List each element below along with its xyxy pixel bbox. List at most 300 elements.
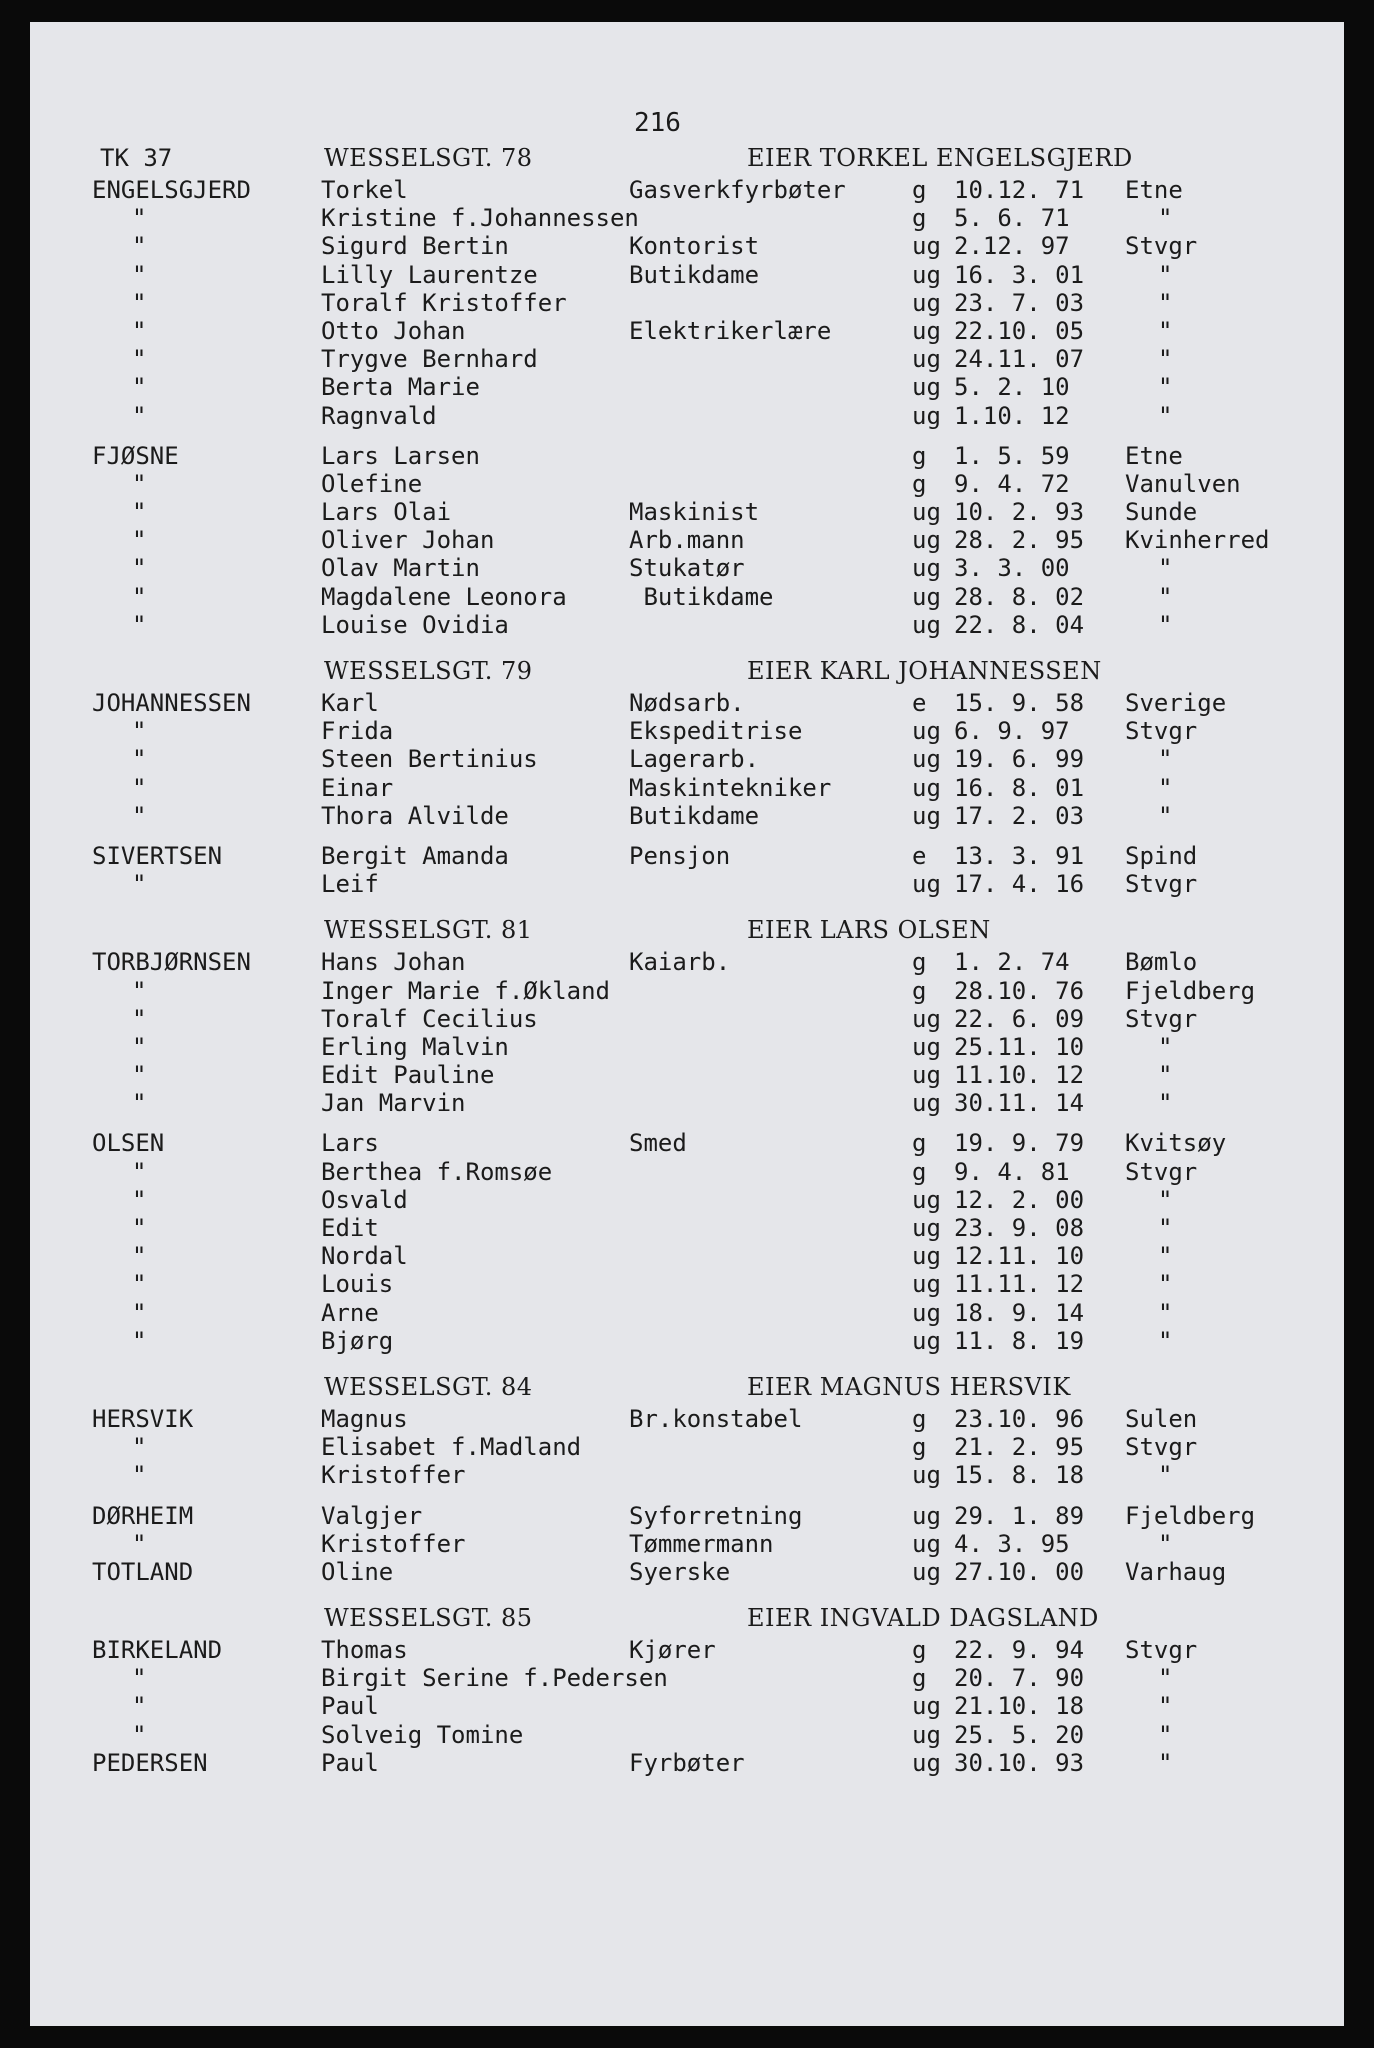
- marital-status: g: [912, 948, 927, 977]
- birthplace: Stvgr: [1125, 1004, 1198, 1033]
- birth-date: 25. 5. 20: [954, 1720, 1085, 1749]
- person-record: [92, 1005, 1292, 1033]
- person-record: [92, 1502, 1292, 1530]
- birth-date: 28. 2. 95: [954, 526, 1085, 555]
- surname: ": [132, 401, 147, 430]
- given-name: Arne: [321, 1298, 379, 1327]
- street-address: WESSELSGT. 79: [324, 657, 533, 685]
- person-record: [92, 1636, 1292, 1664]
- person-record: [92, 402, 1292, 430]
- marital-status: ug: [912, 1692, 941, 1721]
- birth-date: 27.10. 00: [954, 1557, 1085, 1586]
- birth-date: 9. 4. 72: [954, 469, 1070, 498]
- birthplace: ": [1158, 554, 1173, 583]
- given-name: Einar: [321, 773, 394, 802]
- property-owner: EIER MAGNUS HERSVIK: [747, 1372, 1071, 1401]
- birth-date: 16. 3. 01: [954, 260, 1085, 289]
- person-record: [92, 689, 1292, 717]
- birth-date: 22. 6. 09: [954, 1004, 1085, 1033]
- surname: ": [132, 345, 147, 374]
- birthplace: Fjeldberg: [1125, 976, 1256, 1005]
- person-record: [92, 470, 1292, 498]
- given-name: Toralf Kristoffer: [321, 288, 567, 317]
- given-name: Toralf Cecilius: [321, 1004, 538, 1033]
- person-record: [92, 1327, 1292, 1355]
- document-page: [30, 22, 1344, 2026]
- birth-date: 11. 8. 19: [954, 1326, 1085, 1355]
- birthplace: ": [1158, 773, 1173, 802]
- occupation: Ekspeditrise: [629, 717, 803, 746]
- birthplace: ": [1158, 1214, 1173, 1242]
- given-name: Bjørg: [321, 1326, 394, 1355]
- birthplace: Vanulven: [1125, 469, 1241, 498]
- surname: ": [132, 1185, 147, 1214]
- given-name: Kristine f.Johannessen: [321, 204, 639, 233]
- birth-date: 20. 7. 90: [954, 1664, 1085, 1693]
- birthplace: ": [1158, 1720, 1173, 1749]
- birthplace: ": [1158, 373, 1173, 402]
- occupation: Maskinist: [629, 498, 760, 527]
- occupation: Kjører: [629, 1636, 716, 1665]
- marital-status: ug: [912, 610, 941, 639]
- given-name: Olav Martin: [321, 554, 480, 583]
- marital-status: ug: [912, 498, 941, 527]
- street-address: WESSELSGT. 84: [324, 1372, 533, 1401]
- birthplace: Stvgr: [1125, 1636, 1198, 1665]
- surname: ": [132, 1242, 147, 1271]
- marital-status: ug: [912, 288, 941, 317]
- marital-status: ug: [912, 773, 941, 802]
- birth-date: 11.10. 12: [954, 1061, 1085, 1090]
- birth-date: 15. 8. 18: [954, 1461, 1085, 1490]
- occupation: Arb.mann: [629, 526, 745, 555]
- occupation: Butikdame: [629, 801, 760, 830]
- birthplace: ": [1158, 610, 1173, 639]
- birth-date: 16. 8. 01: [954, 773, 1085, 802]
- birthplace: Etne: [1125, 176, 1183, 204]
- surname: ": [132, 498, 147, 527]
- birthplace: Varhaug: [1125, 1557, 1227, 1586]
- surname: TORBJØRNSEN: [92, 948, 251, 977]
- marital-status: g: [912, 176, 927, 204]
- birth-date: 17. 4. 16: [954, 870, 1085, 899]
- birth-date: 21. 2. 95: [954, 1433, 1085, 1462]
- birth-date: 28.10. 76: [954, 976, 1085, 1005]
- occupation: Nødsarb.: [629, 689, 745, 717]
- given-name: Lars: [321, 1129, 379, 1158]
- person-record: [92, 1664, 1292, 1692]
- surname: ": [132, 1089, 147, 1118]
- person-record: [92, 1721, 1292, 1749]
- given-name: Magdalene Leonora: [321, 582, 567, 611]
- street-header: [92, 140, 1292, 176]
- birth-date: 12.11. 10: [954, 1242, 1085, 1271]
- occupation: Kaiarb.: [629, 948, 731, 977]
- surname: ": [132, 1720, 147, 1749]
- given-name: Leif: [321, 870, 379, 899]
- occupation: Fyrbøter: [629, 1748, 745, 1777]
- marital-status: g: [912, 441, 927, 470]
- occupation: Stukatør: [629, 554, 745, 583]
- birthplace: ": [1158, 345, 1173, 374]
- marital-status: ug: [912, 232, 941, 261]
- birthplace: ": [1158, 1270, 1173, 1299]
- birth-date: 3. 3. 00: [954, 554, 1070, 583]
- birthplace: Stvgr: [1125, 1157, 1198, 1186]
- marital-status: g: [912, 1433, 927, 1462]
- surname: ": [132, 1692, 147, 1721]
- person-record: [92, 176, 1292, 204]
- birthplace: Spind: [1125, 841, 1198, 870]
- person-record: [92, 261, 1292, 289]
- marital-status: ug: [912, 373, 941, 402]
- surname: ": [132, 1157, 147, 1186]
- person-record: [92, 526, 1292, 554]
- marital-status: ug: [912, 745, 941, 774]
- marital-status: ug: [912, 870, 941, 899]
- birthplace: ": [1158, 1748, 1173, 1777]
- given-name: Olefine: [321, 469, 423, 498]
- person-record: [92, 1242, 1292, 1270]
- person-record: [92, 1270, 1292, 1298]
- birth-date: 6. 9. 97: [954, 717, 1070, 746]
- marital-status: ug: [912, 526, 941, 555]
- birthplace: ": [1158, 1692, 1173, 1721]
- surname: ": [132, 1270, 147, 1299]
- birthplace: ": [1158, 1461, 1173, 1490]
- marital-status: ug: [912, 801, 941, 830]
- person-record: [92, 232, 1292, 260]
- person-record: [92, 1749, 1292, 1777]
- given-name: Louis: [321, 1270, 394, 1299]
- surname: HERSVIK: [92, 1404, 194, 1433]
- birthplace: ": [1158, 1529, 1173, 1558]
- birth-date: 2.12. 97: [954, 232, 1070, 261]
- birth-date: 25.11. 10: [954, 1032, 1085, 1061]
- marital-status: ug: [912, 1298, 941, 1327]
- birth-date: 28. 8. 02: [954, 582, 1085, 611]
- birth-date: 23. 9. 08: [954, 1214, 1085, 1242]
- birthplace: ": [1158, 1032, 1173, 1061]
- birth-date: 17. 2. 03: [954, 801, 1085, 830]
- given-name: Louise Ovidia: [321, 610, 509, 639]
- surname: PEDERSEN: [92, 1748, 208, 1777]
- birth-date: 19. 6. 99: [954, 745, 1085, 774]
- person-record: [92, 1692, 1292, 1720]
- person-record: [92, 1558, 1292, 1586]
- person-record: [92, 1033, 1292, 1061]
- property-owner: EIER INGVALD DAGSLAND: [747, 1604, 1099, 1633]
- occupation: Gasverkfyrbøter: [629, 176, 846, 204]
- birth-date: 11.11. 12: [954, 1270, 1085, 1299]
- birth-date: 22.10. 05: [954, 316, 1085, 345]
- marital-status: ug: [912, 1529, 941, 1558]
- given-name: Berthea f.Romsøe: [321, 1157, 553, 1186]
- birth-date: 19. 9. 79: [954, 1129, 1085, 1158]
- property-ref: TK 37: [100, 144, 173, 172]
- given-name: Thora Alvilde: [321, 801, 509, 830]
- given-name: Bergit Amanda: [321, 841, 509, 870]
- birthplace: ": [1158, 401, 1173, 430]
- given-name: Kristoffer: [321, 1461, 466, 1490]
- occupation: Maskintekniker: [629, 773, 832, 802]
- birth-date: 10.12. 71: [954, 176, 1085, 204]
- birthplace: ": [1158, 288, 1173, 317]
- birthplace: ": [1158, 1185, 1173, 1214]
- birthplace: ": [1158, 1061, 1173, 1090]
- surname: ": [132, 1326, 147, 1355]
- given-name: Thomas: [321, 1636, 408, 1665]
- marital-status: g: [912, 1636, 927, 1665]
- marital-status: e: [912, 841, 927, 870]
- birthplace: Sunde: [1125, 498, 1198, 527]
- given-name: Trygve Bernhard: [321, 345, 538, 374]
- street-address: WESSELSGT. 78: [324, 144, 533, 172]
- street-header: [92, 1600, 1292, 1636]
- given-name: Magnus: [321, 1404, 408, 1433]
- birth-date: 22. 8. 04: [954, 610, 1085, 639]
- census-register: [92, 134, 1292, 1777]
- given-name: Birgit Serine f.Pedersen: [321, 1664, 668, 1693]
- street-address: WESSELSGT. 85: [324, 1604, 533, 1633]
- surname: ": [132, 1664, 147, 1693]
- given-name: Berta Marie: [321, 373, 480, 402]
- marital-status: e: [912, 689, 927, 717]
- surname: ": [132, 260, 147, 289]
- surname: ": [132, 316, 147, 345]
- birth-date: 4. 3. 95: [954, 1529, 1070, 1558]
- birthplace: ": [1158, 801, 1173, 830]
- occupation: Pensjon: [629, 841, 731, 870]
- birth-date: 23. 7. 03: [954, 288, 1085, 317]
- birth-date: 30.10. 93: [954, 1748, 1085, 1777]
- birthplace: ": [1158, 1664, 1173, 1693]
- person-record: [92, 1186, 1292, 1214]
- given-name: Oliver Johan: [321, 526, 495, 555]
- given-name: Edit: [321, 1214, 379, 1242]
- surname: ENGELSGJERD: [92, 176, 251, 204]
- street-header: [92, 912, 1292, 948]
- marital-status: ug: [912, 316, 941, 345]
- marital-status: g: [912, 1157, 927, 1186]
- birth-date: 18. 9. 14: [954, 1298, 1085, 1327]
- surname: ": [132, 1461, 147, 1490]
- marital-status: ug: [912, 260, 941, 289]
- surname: ": [132, 1529, 147, 1558]
- given-name: Otto Johan: [321, 316, 466, 345]
- marital-status: g: [912, 1664, 927, 1693]
- occupation: Lagerarb.: [629, 745, 760, 774]
- birth-date: 1. 5. 59: [954, 441, 1070, 470]
- person-record: [92, 870, 1292, 898]
- birth-date: 21.10. 18: [954, 1692, 1085, 1721]
- birth-date: 5. 6. 71: [954, 204, 1070, 233]
- person-record: [92, 1214, 1292, 1242]
- birthplace: ": [1158, 204, 1173, 233]
- birth-date: 29. 1. 89: [954, 1501, 1085, 1530]
- surname: OLSEN: [92, 1129, 165, 1158]
- surname: ": [132, 1433, 147, 1462]
- person-record: [92, 373, 1292, 401]
- given-name: Sigurd Bertin: [321, 232, 509, 261]
- marital-status: g: [912, 1129, 927, 1158]
- person-record: [92, 1158, 1292, 1186]
- surname: ": [132, 582, 147, 611]
- birth-date: 1.10. 12: [954, 401, 1070, 430]
- person-record: [92, 204, 1292, 232]
- birth-date: 1. 2. 74: [954, 948, 1070, 977]
- given-name: Kristoffer: [321, 1529, 466, 1558]
- given-name: Valgjer: [321, 1501, 423, 1530]
- marital-status: ug: [912, 554, 941, 583]
- birthplace: Bømlo: [1125, 948, 1198, 977]
- birth-date: 15. 9. 58: [954, 689, 1085, 717]
- birthplace: ": [1158, 1298, 1173, 1327]
- occupation: Smed: [629, 1129, 687, 1158]
- street-address: WESSELSGT. 81: [324, 916, 533, 945]
- marital-status: ug: [912, 1061, 941, 1090]
- person-record: [92, 317, 1292, 345]
- birthplace: ": [1158, 582, 1173, 611]
- surname: ": [132, 870, 147, 899]
- person-record: [92, 1299, 1292, 1327]
- birth-date: 13. 3. 91: [954, 841, 1085, 870]
- marital-status: g: [912, 469, 927, 498]
- person-record: [92, 289, 1292, 317]
- surname: ": [132, 1061, 147, 1090]
- birthplace: Stvgr: [1125, 1433, 1198, 1462]
- surname: ": [132, 373, 147, 402]
- surname: DØRHEIM: [92, 1501, 194, 1530]
- surname: JOHANNESSEN: [92, 689, 251, 717]
- surname: ": [132, 610, 147, 639]
- person-record: [92, 1405, 1292, 1433]
- occupation: Syforretning: [629, 1501, 803, 1530]
- marital-status: ug: [912, 1242, 941, 1271]
- birthplace: Etne: [1125, 441, 1183, 470]
- occupation: Butikdame: [629, 582, 774, 611]
- marital-status: ug: [912, 1557, 941, 1586]
- birthplace: Kvitsøy: [1125, 1129, 1227, 1158]
- marital-status: ug: [912, 1326, 941, 1355]
- person-record: [92, 583, 1292, 611]
- given-name: Jan Marvin: [321, 1089, 466, 1118]
- birthplace: ": [1158, 1326, 1173, 1355]
- property-owner: EIER TORKEL ENGELSGJERD: [747, 144, 1133, 172]
- marital-status: ug: [912, 1270, 941, 1299]
- surname: ": [132, 1032, 147, 1061]
- birthplace: Fjeldberg: [1125, 1501, 1256, 1530]
- given-name: Torkel: [321, 176, 408, 204]
- birthplace: ": [1158, 745, 1173, 774]
- person-record: [92, 1089, 1292, 1117]
- surname: ": [132, 1214, 147, 1242]
- surname: SIVERTSEN: [92, 841, 223, 870]
- marital-status: ug: [912, 1185, 941, 1214]
- person-record: [92, 345, 1292, 373]
- birth-date: 23.10. 96: [954, 1404, 1085, 1433]
- birthplace: Stvgr: [1125, 232, 1198, 261]
- marital-status: ug: [912, 1214, 941, 1242]
- birthplace: ": [1158, 316, 1173, 345]
- person-record: [92, 802, 1292, 830]
- birthplace: ": [1158, 1242, 1173, 1271]
- marital-status: ug: [912, 1501, 941, 1530]
- surname: TOTLAND: [92, 1557, 194, 1586]
- surname: ": [132, 801, 147, 830]
- birthplace: Stvgr: [1125, 717, 1198, 746]
- birthplace: ": [1158, 1089, 1173, 1118]
- occupation: Butikdame: [629, 260, 760, 289]
- given-name: Lars Larsen: [321, 441, 480, 470]
- marital-status: ug: [912, 1089, 941, 1118]
- occupation: Tømmermann: [629, 1529, 774, 1558]
- surname: ": [132, 717, 147, 746]
- occupation: Br.konstabel: [629, 1404, 803, 1433]
- marital-status: ug: [912, 717, 941, 746]
- surname: ": [132, 554, 147, 583]
- given-name: Steen Bertinius: [321, 745, 538, 774]
- birth-date: 10. 2. 93: [954, 498, 1085, 527]
- birthplace: ": [1158, 260, 1173, 289]
- surname: ": [132, 1298, 147, 1327]
- marital-status: g: [912, 976, 927, 1005]
- person-record: [92, 745, 1292, 773]
- given-name: Paul: [321, 1748, 379, 1777]
- person-record: [92, 498, 1292, 526]
- marital-status: ug: [912, 1032, 941, 1061]
- person-record: [92, 977, 1292, 1005]
- person-record: [92, 774, 1292, 802]
- birth-date: 30.11. 14: [954, 1089, 1085, 1118]
- given-name: Lars Olai: [321, 498, 452, 527]
- given-name: Oline: [321, 1557, 394, 1586]
- birth-date: 24.11. 07: [954, 345, 1085, 374]
- person-record: [92, 611, 1292, 639]
- birthplace: Kvinherred: [1125, 526, 1270, 555]
- person-record: [92, 554, 1292, 582]
- marital-status: ug: [912, 1748, 941, 1777]
- street-header: [92, 653, 1292, 689]
- surname: ": [132, 745, 147, 774]
- surname: ": [132, 288, 147, 317]
- person-record: [92, 1061, 1292, 1089]
- birthplace: Sverige: [1125, 689, 1227, 717]
- person-record: [92, 1461, 1292, 1489]
- person-record: [92, 717, 1292, 745]
- marital-status: ug: [912, 401, 941, 430]
- given-name: Hans Johan: [321, 948, 466, 977]
- occupation: Kontorist: [629, 232, 760, 261]
- surname: ": [132, 1004, 147, 1033]
- surname: BIRKELAND: [92, 1636, 223, 1665]
- birthplace: Sulen: [1125, 1404, 1198, 1433]
- property-owner: EIER LARS OLSEN: [747, 916, 991, 945]
- person-record: [92, 1433, 1292, 1461]
- street-header: [92, 1369, 1292, 1405]
- given-name: Elisabet f.Madland: [321, 1433, 582, 1462]
- given-name: Osvald: [321, 1185, 408, 1214]
- birth-date: 5. 2. 10: [954, 373, 1070, 402]
- marital-status: ug: [912, 582, 941, 611]
- surname: ": [132, 469, 147, 498]
- person-record: [92, 948, 1292, 976]
- given-name: Edit Pauline: [321, 1061, 495, 1090]
- surname: ": [132, 976, 147, 1005]
- surname: FJØSNE: [92, 441, 179, 470]
- marital-status: ug: [912, 1461, 941, 1490]
- surname: ": [132, 204, 147, 233]
